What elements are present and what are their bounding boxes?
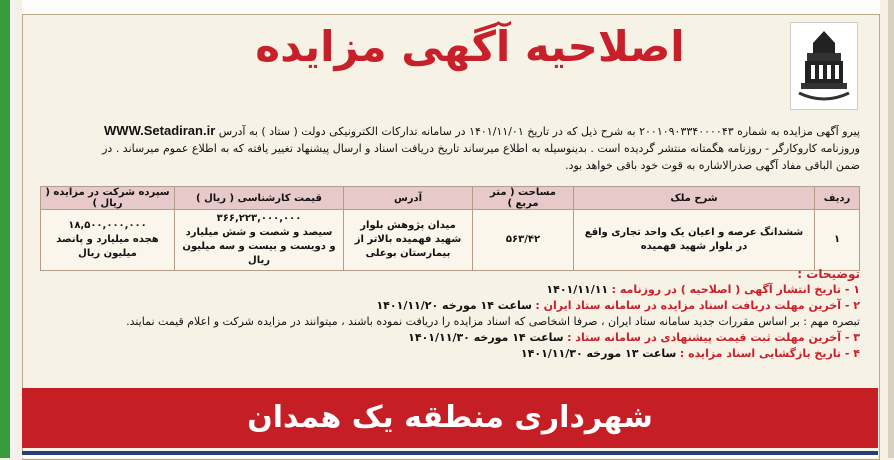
header-index: ردیف (815, 187, 860, 210)
ad-title: اصلاحیه آگهی مزایده (255, 22, 685, 71)
note-1-value: ۱۴۰۱/۱۱/۱۱ (546, 283, 609, 296)
intro-line-3: ضمن الباقی مفاد آگهی صدرالاشاره به قوت خود باقی خواهد بود. (565, 159, 860, 172)
note-1 (70, 282, 860, 298)
cell-area: ۵۶۳/۴۲ (473, 210, 574, 271)
municipality-logo (790, 22, 858, 110)
note-2 (70, 298, 860, 314)
top-bar (22, 0, 880, 14)
header-price: قیمت کارشناسی ( ریال ) (175, 187, 344, 210)
cell-address: میدان پژوهش بلوار شهید فهمیده بالاتر از بیمارستان بوعلی (344, 210, 473, 271)
cell-price (175, 210, 344, 271)
auction-table (40, 186, 860, 271)
intro-line-2: وروزنامه کاروکارگر - روزنامه هگمتانه منتشر گردیده است . بدینوسیله به اطلاع میرساند تاریخ دریافت اسناد و ارسال پیشنهاد تغییر یافته که به اطلاع عموم میرساند . در (102, 142, 860, 155)
note-2-value: ساعت ۱۴ مورخه ۱۴۰۱/۱۱/۲۰ (376, 299, 532, 312)
footer-banner: شهرداری منطقه یک همدان (22, 388, 878, 448)
note-4-value: ساعت ۱۳ مورخه ۱۴۰۱/۱۱/۳۰ (520, 347, 677, 360)
note-1-label: ۱ - تاریخ انتشار آگهی ( اصلاحیه ) در روزنامه : (611, 283, 860, 296)
cell-index: ۱ (815, 210, 860, 271)
cell-deposit (41, 210, 175, 271)
note-4 (70, 346, 860, 362)
note-3-value: ساعت ۱۴ مورخه ۱۴۰۱/۱۱/۳۰ (408, 331, 564, 344)
deposit-words: هجده میلیارد و پانصد میلیون ریال (56, 234, 159, 259)
price-number: ۳۶۶,۲۲۳,۰۰۰,۰۰۰ (216, 213, 302, 224)
note-4-label: ۴ - تاریخ بازگشایی اسناد مزایده : (679, 347, 860, 360)
note-3 (70, 330, 860, 346)
intro-paragraph (40, 122, 860, 174)
table-row (41, 210, 860, 271)
important-note: تبصره مهم : بر اساس مقررات جدید سامانه ستاد ایران ، صرفا اشخاصی که اسناد مزایده را دریافت نموده باشند ، میتوانند در مزایده شرکت و اعلام قیمت نمایند. (126, 315, 860, 328)
header-address: آدرس (344, 187, 473, 210)
intro-line-1: پیرو آگهی مزایده به شماره ۲۰۰۱۰۹۰۳۳۴۰۰۰۰۴۳ به شرح ذیل که در تاریخ ۱۴۰۱/۱۱/۰۱ در سامانه تدارکات الکترونیکی دولت ( ستاد ) به آدرس (218, 125, 860, 138)
price-words: سیصد و شصت و شش میلیارد و دویست و بیست و سه میلیون ریال (182, 227, 336, 266)
right-strip (888, 0, 894, 458)
notes-heading: توضیحات : (797, 267, 860, 281)
cell-description: ششدانگ عرصه و اعیان یک واحد تجاری واقع در بلوار شهید فهمیده (574, 210, 815, 271)
header-deposit: سپرده شرکت در مزایده ( ریال ) (41, 187, 175, 210)
notes-section (70, 266, 860, 362)
note-3-label: ۳ - آخرین مهلت ثبت قیمت پیشنهادی در سامانه ستاد : (567, 331, 860, 344)
table-header-row (41, 187, 860, 210)
left-white-strip (10, 0, 15, 458)
left-green-strip (0, 0, 10, 458)
deposit-number: ۱۸,۵۰۰,۰۰۰,۰۰۰ (68, 220, 147, 231)
setadiran-link[interactable]: WWW.Setadiran.ir (104, 123, 216, 138)
note-2-label: ۲ - آخرین مهلت دریافت اسناد مزایده در سامانه ستاد ایران : (535, 299, 860, 312)
header-description: شرح ملک (574, 187, 815, 210)
header-area: مساحت ( متر مربع ) (473, 187, 574, 210)
